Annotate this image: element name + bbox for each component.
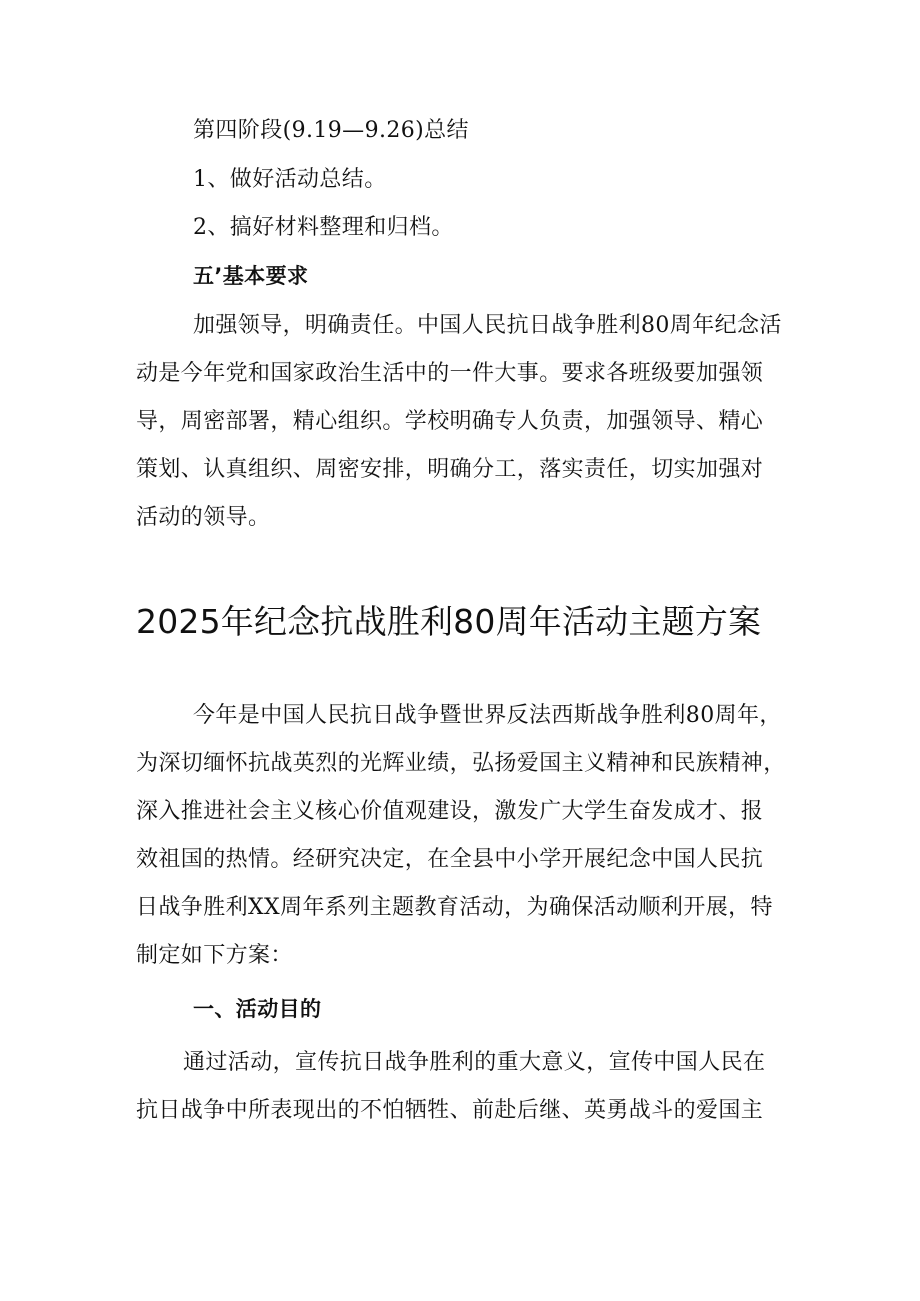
para-line: 活动的领导。 <box>136 505 271 530</box>
intro-line: 日战争胜利XX周年系列主题教育活动，为确保活动顺利开展，特 <box>136 895 773 920</box>
para-line: 动是今年党和国家政治生活中的一件大事。要求各班级要加强领 <box>136 361 764 386</box>
intro-line: 深入推进社会主义核心价值观建设，激发广大学生奋发成才、报 <box>136 799 764 824</box>
intro-line: 为深切缅怀抗战英烈的光辉业绩，弘扬爱国主义精神和民族精神， <box>136 751 786 776</box>
para-line: 加强领导，明确责任。中国人民抗日战争胜利80周年纪念活 <box>193 313 782 338</box>
list-item-2: 2、搞好材料整理和归档。 <box>193 215 454 240</box>
section-five-heading: 五’基本要求 <box>193 264 309 288</box>
document-title: 2025年纪念抗战胜利80周年活动主题方案 <box>136 602 762 641</box>
intro-line: 效祖国的热情。经研究决定，在全县中小学开展纪念中国人民抗 <box>136 847 764 872</box>
intro-line: 制定如下方案： <box>136 943 293 968</box>
para-line: 导，周密部署，精心组织。学校明确专人负责，加强领导、精心 <box>136 409 764 434</box>
para-line: 策划、认真组织、周密安排，明确分工，落实责任，切实加强对 <box>136 457 764 482</box>
purpose-line: 抗日战争中所表现出的不怕牺牲、前赴后继、英勇战斗的爱国主 <box>136 1098 764 1123</box>
stage-four-line: 第四阶段(9.19—9.26)总结 <box>193 118 469 143</box>
intro-line: 今年是中国人民抗日战争暨世界反法西斯战争胜利80周年， <box>193 703 782 728</box>
purpose-line: 通过活动，宣传抗日战争胜利的重大意义，宣传中国人民在 <box>183 1050 766 1075</box>
list-item-1: 1、做好活动总结。 <box>193 167 387 192</box>
section-one-heading: 一、活动目的 <box>193 997 322 1021</box>
